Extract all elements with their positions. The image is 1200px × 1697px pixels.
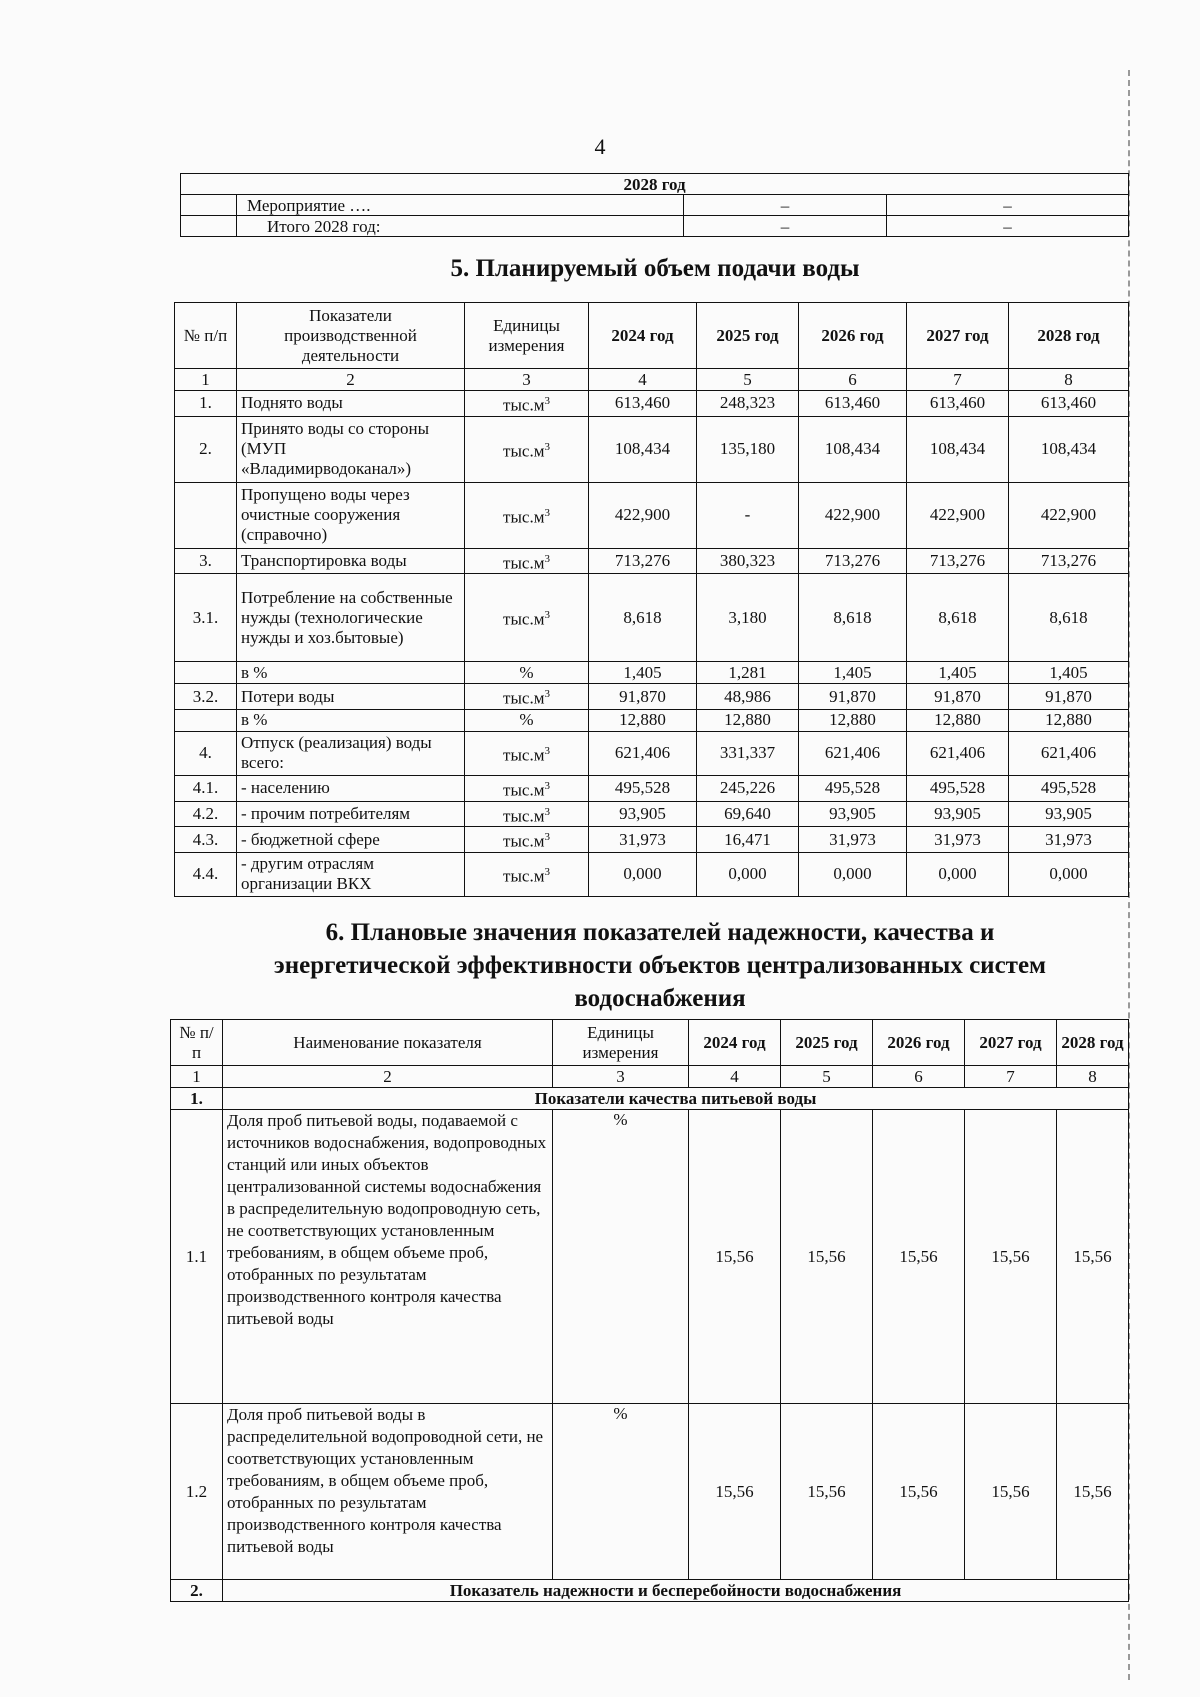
table-row: 1.2 Доля проб питьевой воды в распределительной водопроводной сети, не соответствующих установленным требованиям, в общем объеме проб, отобранных по результатам производственного контроля качества питьевой воды % 15,56 15,56 15,56 15,56 15,56	[171, 1404, 1129, 1580]
table-row: 3.1. Потребление на собственные нужды (технологические нужды и хоз.бытовые) $тыс.м^3$ 8,618 3,180 8,618 8,618 8,618	[175, 574, 1129, 662]
table-row: 4.2. - прочим потребителям $тыс.м^3$ 93,905 69,640 93,905 93,905 93,905	[175, 801, 1129, 827]
table-row: 1. Поднято воды $тыс.м^3$ 613,460 248,323 613,460 613,460 613,460	[175, 391, 1129, 417]
table-row: 4.3. - бюджетной сфере $тыс.м^3$ 31,973 16,471 31,973 31,973 31,973	[175, 827, 1129, 853]
table-2028-title: 2028 год	[181, 174, 1129, 195]
table-row: 3. Транспортировка воды $тыс.м^3$ 713,276 380,323 713,276 713,276 713,276	[175, 548, 1129, 574]
group-row-reliability: 2. Показатель надежности и бесперебойности водоснабжения	[171, 1580, 1129, 1602]
table-row: 4.4. - другим отраслям организации ВКХ $тыс.м^3$ 0,000 0,000 0,000 0,000 0,000	[175, 852, 1129, 896]
column-numbers-row: 1 2 3 4 5 6 7 8	[171, 1066, 1129, 1088]
page-number: 4	[594, 134, 606, 159]
water-supply-table: № п/п Показатели производственной деятельности Единицы измерения 2024 год 2025 год 2026 год 2027 год 2028 год 1 2 3 4 5 6 7 8 1. Поднято воды $тыс.м^3$ 613,460 248,323 613,460 613,460 613,460 2. Принято воды со стороны (МУП «Владимирводоканал») $тыс.м^3$ 108,434 135,180 108,434 108,434 108,434 Пропущено воды через очистные сооружения (справочно) $тыс.м^3$ 422,900 - 422,900 422,900 422,900 3. Транспортировка воды $тыс.м^3$ 713,276 380,323 713,276 713,276 713,276 3.1. Потребление на собственные нужды (технологические нужды и хоз.бытовые) $тыс.м^3$ 8,618 3,180 8,618 8,618 8,618 в % % 1,405 1,281 1,405 1,405 1,405 3.2. Потери воды $тыс.м^3$ 91,870 48,986 91,870 91,870 91,870 в % % 12,880 12,880 12,880 12,880 12,880 4. Отпуск (реализация) воды всего: $тыс.м^3$ 621,406 331,337 621,406 621,406 621,406 4.1. - населению $тыс.м^3$ 495,528 245,226 495,528 495,528 495,528 4.2. - прочим потребителям $тыс.м^3$ 93,905 69,640 93,905 93,905 93,905 4.3. - бюджетной сфере $тыс.м^3$ 31,973 16,471 31,973 31,973 31,973 4.4. - другим отраслям организации ВКХ $тыс.м^3$ 0,000 0,000 0,000 0,000 0,000	[174, 302, 1129, 897]
table-row: 3.2. Потери воды $тыс.м^3$ 91,870 48,986 91,870 91,870 91,870	[175, 684, 1129, 710]
table-row: Пропущено воды через очистные сооружения (справочно) $тыс.м^3$ 422,900 - 422,900 422,900 422,900	[175, 482, 1129, 548]
table-row: в % % 12,880 12,880 12,880 12,880 12,880	[175, 709, 1129, 731]
indicators-table: № п/п Наименование показателя Единицы измерения 2024 год 2025 год 2026 год 2027 год 2028 год 1 2 3 4 5 6 7 8 1. Показатели качества питьевой воды 1.1 Доля проб питьевой воды, подаваемой с источников водоснабжения, водопроводных станций или иных объектов централизованной системы водоснабжения в распределительную водопроводную сеть, не соответствующих установленным требованиям, в общем объеме проб, отобранных по результатам производственного контроля качества питьевой воды % 15,56 15,56 15,56 15,56 15,56 1.2 Доля проб питьевой воды в распределительной водопроводной сети, не соответствующих установленным требованиям, в общем объеме проб, отобранных по результатам производственного контроля качества питьевой воды % 15,56 15,56 15,56 15,56 15,56 2. Показатель надежности и бесперебойности водоснабжения	[170, 1019, 1129, 1602]
section-6-title: 6. Плановые значения показателей надежности, качества и энергетической эффективности объектов централизованных систем водоснабжения	[273, 919, 1047, 1012]
table-row: 4. Отпуск (реализация) воды всего: $тыс.м^3$ 621,406 331,337 621,406 621,406 621,406	[175, 731, 1129, 775]
table-row: Мероприятие …. – –	[181, 195, 1129, 216]
table-row: в % % 1,405 1,281 1,405 1,405 1,405	[175, 662, 1129, 684]
section-5-title: 5. Планируемый объем подачи воды	[450, 255, 860, 282]
table-row: 4.1. - населению $тыс.м^3$ 495,528 245,226 495,528 495,528 495,528	[175, 775, 1129, 801]
column-numbers-row: 1 2 3 4 5 6 7 8	[175, 369, 1129, 391]
table-row: 1.1 Доля проб питьевой воды, подаваемой с источников водоснабжения, водопроводных станций или иных объектов централизованной системы водоснабжения в распределительную водопроводную сеть, не соответствующих установленным требованиям, в общем объеме проб, отобранных по результатам производственного контроля качества питьевой воды % 15,56 15,56 15,56 15,56 15,56	[171, 1110, 1129, 1404]
table-row: 2. Принято воды со стороны (МУП «Владимирводоканал») $тыс.м^3$ 108,434 135,180 108,434 108,434 108,434	[175, 416, 1129, 482]
table-row: Итого 2028 год: – –	[181, 216, 1129, 237]
table-2028	[180, 173, 1129, 237]
group-row-quality: 1. Показатели качества питьевой воды	[171, 1088, 1129, 1110]
